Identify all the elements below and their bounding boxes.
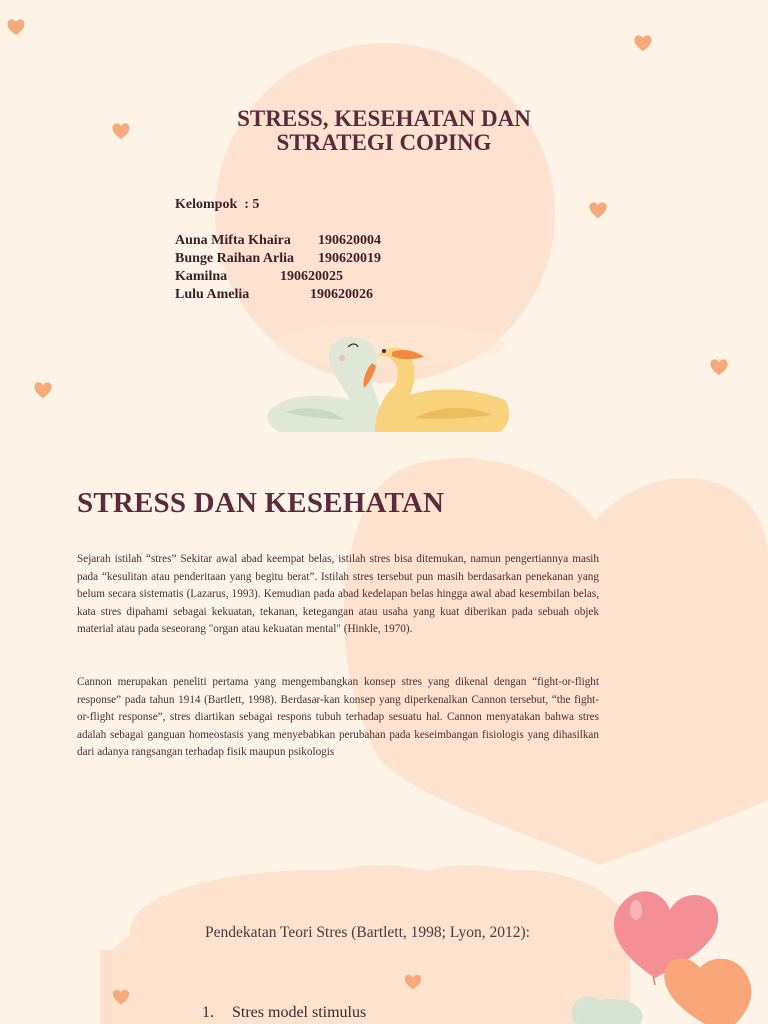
member-id: 190620019: [318, 251, 381, 266]
cover-title-line2: STRATEGI COPING: [276, 130, 492, 155]
heart-icon: [634, 35, 651, 51]
cover-title-line1: STRESS, KESEHATAN DAN: [237, 106, 531, 131]
group-label: Kelompok : 5: [175, 197, 260, 212]
list-item-number: 1.: [202, 1004, 214, 1021]
paragraph-1: Sejarah istilah “stres” Sekitar awal abad keempat belas, istilah stres bisa ditemukan, namun pengertiannya masih pada “kesulitan atau penderitaan yang begitu berat”. Istilah stres tersebut pun masih berdasarkan penekanan yang belum secara sistematis (Lazarus, 1993). Kemudian pada abad kedelapan belas hingga awal abad kesembilan belas, kata stres dipahami sebagai kekuatan, tekanan, ketegangan atau usaha yang kuat diberikan pada sebuah objek material atau pada seseorang "organ atau kekuatan mental" (Hinkle, 1970).: [77, 553, 599, 636]
list-item: [202, 1004, 366, 1022]
section-heading: STRESS DAN KESEHATAN: [77, 487, 445, 519]
list-item-label: Stres model stimulus: [232, 1004, 367, 1021]
member-row: [175, 268, 381, 286]
paragraph-2: Cannon merupakan peneliti pertama yang mengembangkan konsep stres yang dikenal dengan “fight-or-flight response” pada tahun 1914 (Bartlett, 1998). Berdasar-kan konsep yang diperkenalkan Cannon tersebut, “the fight-or-flight response”, stres diartikan sebagai respons tubuh terhadap sesuatu hal. Cannon menyatakan bahwa stres adalah sebagai ganguan homeostasis yang menyebabkan perubahan pada keseimbangan fisiologis yang dihasilkan dari adanya rangsangan terhadap fisik maupun psikologis: [77, 676, 599, 759]
group-info: [175, 196, 381, 304]
member-name: Auna Mifta Khaira: [175, 233, 291, 248]
cloud-shape: [100, 865, 630, 1024]
member-id: 190620025: [280, 269, 343, 284]
member-id: 190620026: [310, 287, 373, 302]
heart-icon: [34, 382, 51, 398]
member-name: Lulu Amelia: [175, 287, 250, 302]
member-name: Kamilna: [175, 269, 228, 284]
member-name: Bunge Raihan Arlia: [175, 251, 295, 266]
heart-icon: [589, 202, 606, 218]
member-row: [175, 286, 381, 304]
member-row: [175, 250, 381, 268]
heart-icon: [7, 19, 24, 35]
approach-heading: Pendekatan Teori Stres (Bartlett, 1998; Lyon, 2012):: [205, 924, 530, 941]
cover-title: [160, 107, 608, 155]
member-id: 190620004: [318, 233, 381, 248]
heart-icon: [112, 123, 129, 139]
heart-icon: [710, 359, 727, 375]
member-row: [175, 232, 381, 250]
